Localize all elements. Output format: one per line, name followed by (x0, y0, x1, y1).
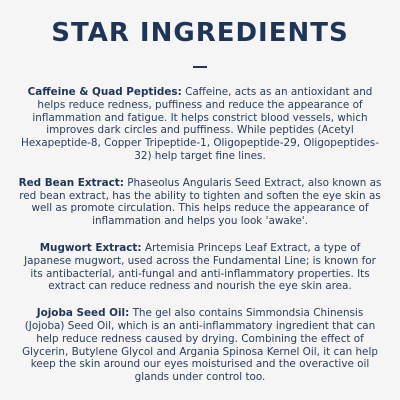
ingredient-label: Jojoba Seed Oil: (36, 307, 130, 320)
ingredient-caffeine-quad-peptides (18, 86, 382, 163)
page-title: STAR INGREDIENTS (51, 18, 349, 48)
ingredient-red-bean-extract (18, 177, 382, 228)
ingredient-label: Mugwort Extract: (39, 241, 142, 254)
ingredient-description: The gel also contains Simmondsia Chinensis (Jojoba) Seed Oil, which is an anti-inflammatory ingredient that can help reduce redness caused by drying. Combining the effect of Glycerin, Butylene Glycol and Argania Spinosa Kernel Oil, it can help keep the skin around our eyes moisturised and the overactive oil glands under control too. (22, 307, 378, 384)
ingredient-label: Caffeine & Quad Peptides: (27, 86, 182, 98)
title-divider (193, 66, 207, 68)
ingredient-jojoba-seed-oil (18, 307, 382, 384)
ingredient-description: Caffeine, acts as an antioxidant and helps reduce redness, puffiness and reduce the appearance of inflammation and fatigue. It helps constrict blood vessels, which improves dark circles and puffiness. While peptides (Acetyl Hexapeptide-8, Copper Tripeptide-1, Oligopeptide-29, Oligopeptides-32) help target fine lines. (21, 86, 379, 162)
ingredient-description: Artemisia Princeps Leaf Extract, a type of Japanese mugwort, used across the Fundamental Line; is known for its antibacterial, anti-fungal and anti-inflammatory properties. Its extract can reduce redness and nourish the eye skin area. (24, 241, 376, 293)
ingredient-description: Phaseolus Angularis Seed Extract, also known as red bean extract, has the ability to tighten and soften the eye skin as well as promote circulation. This helps reduce the appearance of inflammation and helps you look 'awake'. (19, 176, 382, 228)
ingredient-label: Red Bean Extract: (18, 176, 124, 189)
ingredient-mugwort-extract (18, 242, 382, 293)
